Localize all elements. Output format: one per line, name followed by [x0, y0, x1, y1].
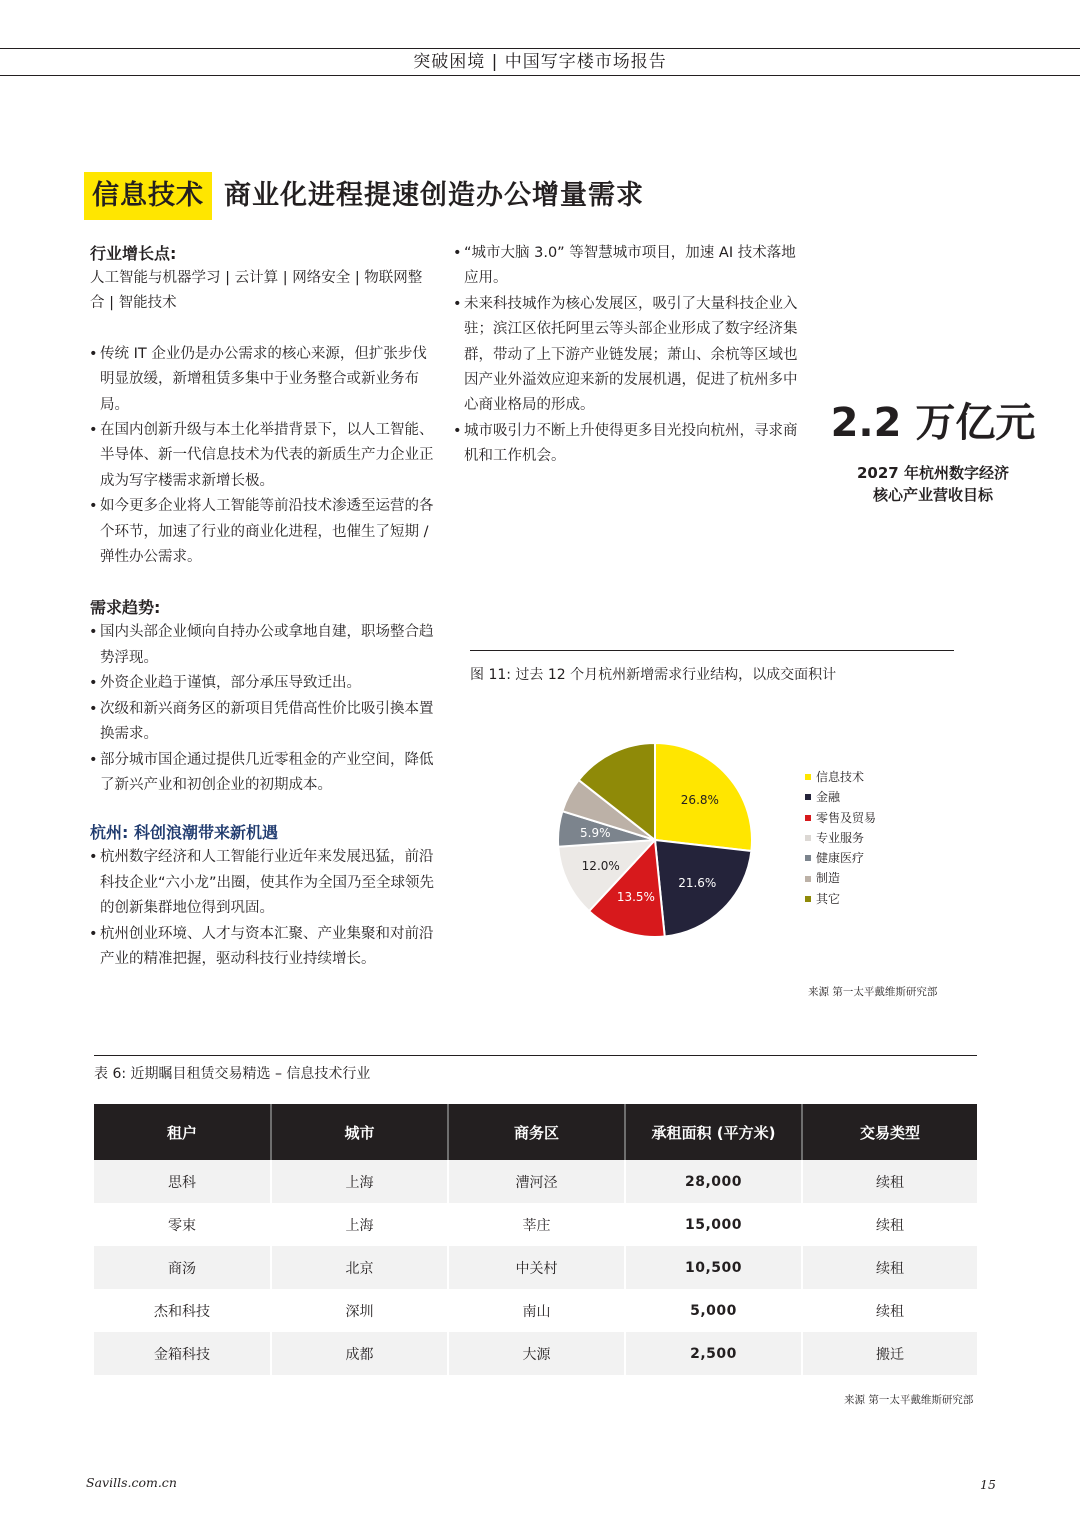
growth-points-block	[90, 241, 435, 317]
legend-item	[805, 868, 876, 888]
left-bullets	[90, 342, 435, 571]
cell-area: 15,000	[625, 1203, 802, 1246]
header-top-rule	[0, 48, 1080, 49]
pie-data-label: 21.6%	[678, 875, 717, 890]
cell-area: 2,500	[625, 1332, 802, 1375]
figure-source: 来源 第一太平戴维斯研究部	[808, 986, 938, 998]
hangzhou-block	[90, 820, 435, 972]
pie-data-label: 26.8%	[680, 792, 719, 807]
list-item: • 如今更多企业将人工智能等前沿技术渗透至运营的各个环节，加速了行业的商业化进程，也催生了短期 / 弹性办公需求。	[90, 494, 435, 570]
legend-swatch	[805, 774, 811, 780]
cell-city: 北京	[271, 1246, 448, 1289]
legend-item	[805, 787, 876, 807]
pie-legend	[805, 767, 876, 909]
legend-item	[805, 828, 876, 848]
column-header-district: 商务区	[448, 1104, 625, 1160]
cell-tenant: 商汤	[94, 1246, 271, 1289]
cell-area: 28,000	[625, 1160, 802, 1203]
cell-type: 搬迁	[802, 1332, 977, 1375]
cell-type: 续租	[802, 1160, 977, 1203]
legend-label: 其它	[816, 891, 841, 906]
list-item: • 杭州数字经济和人工智能行业近年来发展迅猛，前沿科技企业“六小龙”出圈，使其作为全国乃至全球领先的创新集群地位得到巩固。	[90, 845, 435, 921]
legend-label: 专业服务	[816, 830, 865, 845]
cell-city: 成都	[271, 1332, 448, 1375]
page-number: 15	[980, 1477, 996, 1492]
list-item: • 外资企业趋于谨慎，部分承压导致迁出。	[90, 671, 435, 696]
table-source: 来源 第一太平戴维斯研究部	[844, 1394, 974, 1406]
cell-type: 续租	[802, 1246, 977, 1289]
legend-label: 健康医疗	[816, 851, 865, 866]
legend-swatch	[805, 855, 811, 861]
legend-label: 制造	[816, 871, 841, 886]
legend-item	[805, 848, 876, 868]
cell-area: 5,000	[625, 1289, 802, 1332]
legend-swatch	[805, 815, 811, 821]
legend-item	[805, 808, 876, 828]
pie-data-label: 5.9%	[580, 826, 611, 841]
table-header-row	[94, 1104, 977, 1160]
report-header-title: 突破困境 | 中国写字楼市场报告	[413, 52, 667, 72]
cell-type: 续租	[802, 1203, 977, 1246]
cell-tenant: 零束	[94, 1203, 271, 1246]
list-item: • 传统 IT 企业仍是办公需求的核心来源，但扩张步伐明显放缓，新增租赁多集中于业务整合或新业务布局。	[90, 342, 435, 418]
cell-district: 中关村	[448, 1246, 625, 1289]
highlight-value: 2.2 万亿元	[830, 400, 1036, 446]
highlight-caption	[820, 462, 1046, 506]
figure-rule	[470, 650, 954, 651]
cell-district: 莘庄	[448, 1203, 625, 1246]
list-item: • 未来科技城作为核心发展区，吸引了大量科技企业入驻；滨江区依托阿里云等头部企业形成了数字经济集群，带动了上下游产业链发展；萧山、余杭等区域也因产业外溢效应迎来新的发展机遇，促进了杭州多中心商业格局的形成。	[454, 292, 799, 419]
hangzhou-heading: 杭州: 科创浪潮带来新机遇	[90, 823, 278, 843]
cell-tenant: 杰和科技	[94, 1289, 271, 1332]
list-item: • 在国内创新升级与本土化举措背景下，以人工智能、半导体、新一代信息技术为代表的新质生产力企业正成为写字楼需求新增长极。	[90, 418, 435, 494]
demand-trends-heading: 需求趋势:	[90, 598, 161, 618]
cell-district: 大源	[448, 1332, 625, 1375]
legend-label: 金融	[816, 790, 841, 805]
cell-district: 南山	[448, 1289, 625, 1332]
table-row	[94, 1246, 977, 1289]
table-rule	[94, 1055, 977, 1056]
cell-city: 深圳	[271, 1289, 448, 1332]
column-header-tenant: 租户	[94, 1104, 271, 1160]
legend-label: 零售及贸易	[816, 810, 877, 825]
legend-label: 信息技术	[816, 770, 865, 784]
section-tag: 信息技术	[84, 172, 212, 220]
cell-type: 续租	[802, 1289, 977, 1332]
cell-tenant: 思科	[94, 1160, 271, 1203]
cell-tenant: 金箱科技	[94, 1332, 271, 1375]
middle-column	[454, 241, 799, 470]
column-header-type: 交易类型	[802, 1104, 977, 1160]
pie-chart	[550, 735, 760, 945]
growth-points-heading: 行业增长点:	[90, 244, 177, 263]
figure-title: 图 11: 过去 12 个月杭州新增需求行业结构，以成交面积计	[470, 667, 837, 683]
cell-city: 上海	[271, 1203, 448, 1246]
pie-data-label: 12.0%	[581, 858, 620, 873]
cell-district: 漕河泾	[448, 1160, 625, 1203]
list-item: • 国内头部企业倾向自持办公或拿地自建，职场整合趋势浮现。	[90, 620, 435, 671]
legend-swatch	[805, 794, 811, 800]
column-header-area: 承租面积 (平方米)	[625, 1104, 802, 1160]
table-row	[94, 1203, 977, 1246]
legend-item	[805, 889, 876, 909]
section-title: 商业化进程提速创造办公增量需求	[224, 180, 644, 211]
list-item: • 次级和新兴商务区的新项目凭借高性价比吸引換本置换需求。	[90, 697, 435, 748]
table-title: 表 6: 近期瞩目租赁交易精选 – 信息技术行业	[94, 1066, 371, 1082]
lease-table	[94, 1104, 977, 1375]
footer-site-link[interactable]: Savills.com.cn	[86, 1475, 177, 1490]
cell-city: 上海	[271, 1160, 448, 1203]
list-item: • 杭州创业环境、人才与资本汇聚、产业集聚和对前沿产业的精准把握，驱动科技行业持续增长。	[90, 922, 435, 973]
table-row	[94, 1289, 977, 1332]
highlight-caption-line: 核心产业营收目标	[872, 486, 993, 504]
left-column	[90, 241, 435, 972]
table-row	[94, 1160, 977, 1203]
growth-points-text: 人工智能与机器学习 | 云计算 | 网络安全 | 物联网整合 | 智能技术	[90, 270, 423, 312]
header-bottom-rule	[0, 75, 1080, 76]
pie-data-label: 13.5%	[616, 890, 655, 905]
legend-item	[805, 767, 876, 787]
highlight-caption-line: 2027 年杭州数字经济	[857, 464, 1009, 482]
list-item: • 部分城市国企通过提供几近零租金的产业空间，降低了新兴产业和初创企业的初期成本。	[90, 748, 435, 799]
legend-swatch	[805, 876, 811, 882]
list-item: • 城市吸引力不断上升使得更多目光投向杭州，寻求商机和工作机会。	[454, 419, 799, 470]
table-row	[94, 1332, 977, 1375]
list-item: • “城市大脑 3.0” 等智慧城市项目，加速 AI 技术落地应用。	[454, 241, 799, 292]
legend-swatch	[805, 835, 811, 841]
cell-area: 10,500	[625, 1246, 802, 1289]
demand-trends-block	[90, 595, 435, 798]
column-header-city: 城市	[271, 1104, 448, 1160]
legend-swatch	[805, 896, 811, 902]
